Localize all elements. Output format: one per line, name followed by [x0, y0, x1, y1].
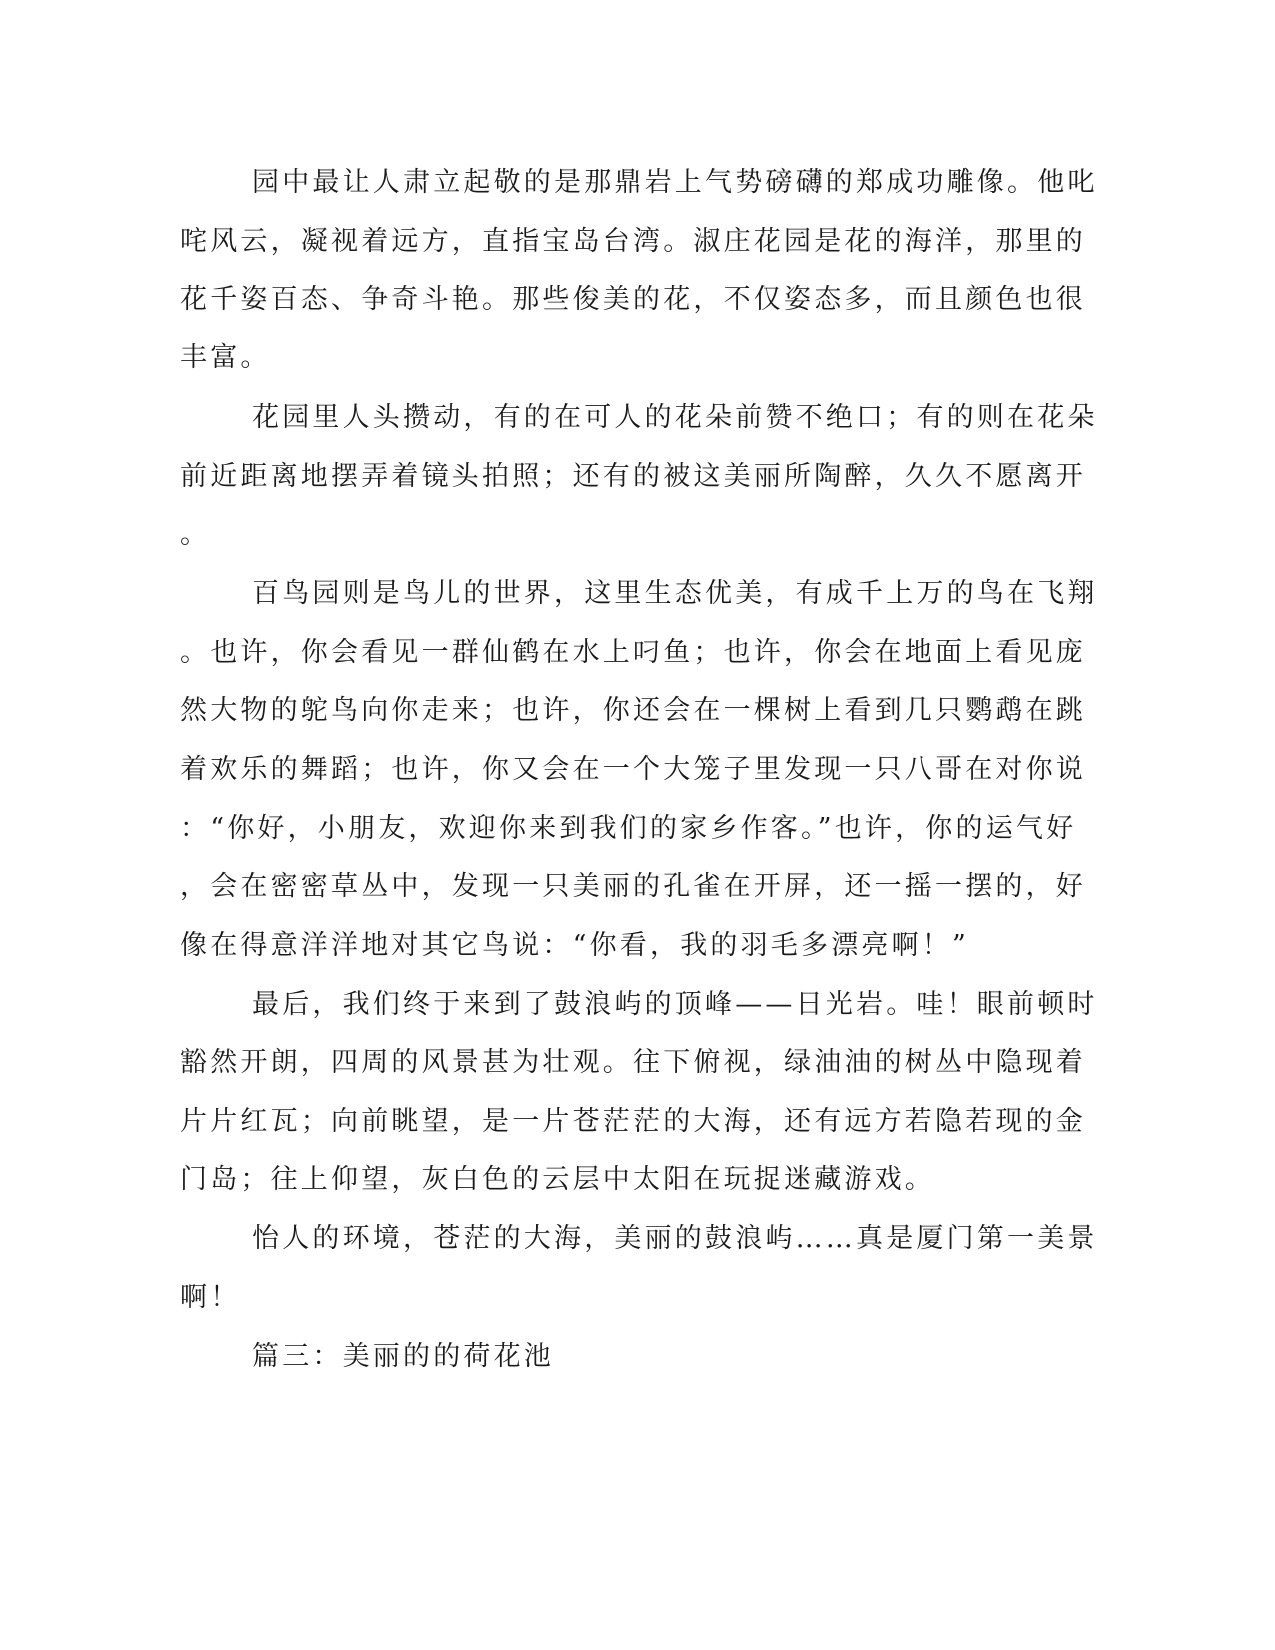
paragraph-4-line-4: 门岛；往上仰望，灰白色的云层中太阳在玩捉迷藏游戏。 [180, 1164, 935, 1195]
paragraph-4-line-2: 豁然开朗，四周的风景甚为壮观。往下俯视，绿油油的树丛中隐现着 [180, 1047, 1086, 1078]
paragraph-5-line-2: 啊！ [180, 1282, 241, 1313]
paragraph-4-line-1: 最后，我们终于来到了鼓浪屿的顶峰——日光岩。哇！眼前顿时 [252, 989, 1098, 1020]
paragraph-1-line-1: 园中最让人肃立起敬的是那鼎岩上气势磅礴的郑成功雕像。他叱 [252, 167, 1098, 198]
paragraph-1-line-3: 花千姿百态、争奇斗艳。那些俊美的花，不仅姿态多，而且颜色也很 [180, 284, 1086, 315]
paragraph-3-line-2: 。也许，你会看见一群仙鹤在水上叼鱼；也许，你会在地面上看见庞 [180, 637, 1086, 668]
paragraph-3-line-3: 然大物的鸵鸟向你走来；也许，你还会在一棵树上看到几只鹦鹉在跳 [180, 695, 1086, 726]
paragraph-3-line-4: 着欢乐的舞蹈；也许，你又会在一个大笼子里发现一只八哥在对你说 [180, 754, 1086, 785]
paragraph-3-line-6: ，会在密密草丛中，发现一只美丽的孔雀在开屏，还一摇一摆的，好 [180, 871, 1086, 902]
paragraph-2-line-1: 花园里人头攒动，有的在可人的花朵前赞不绝口；有的则在花朵 [252, 402, 1098, 433]
paragraph-2-line-2: 前近距离地摆弄着镜头拍照；还有的被这美丽所陶醉，久久不愿离开 [180, 461, 1086, 492]
paragraph-4-line-3: 片片红瓦；向前眺望，是一片苍茫茫的大海，还有远方若隐若现的金 [180, 1106, 1086, 1137]
paragraph-2-line-3: 。 [180, 519, 211, 550]
paragraph-3-line-7: 像在得意洋洋地对其它鸟说：“你看，我的羽毛多漂亮啊！” [180, 930, 970, 961]
paragraph-1-line-4: 丰富。 [180, 342, 271, 373]
paragraph-3-line-1: 百鸟园则是鸟儿的世界，这里生态优美，有成千上万的鸟在飞翔 [252, 578, 1098, 609]
paragraph-3-line-5: ：“你好，小朋友，欢迎你来到我们的家乡作客。”也许，你的运气好 [180, 813, 1077, 844]
section-heading: 篇三：美丽的的荷花池 [252, 1341, 554, 1372]
paragraph-5-line-1: 怡人的环境，苍茫的大海，美丽的鼓浪屿……真是厦门第一美景 [252, 1223, 1098, 1254]
paragraph-1-line-2: 咤风云，凝视着远方，直指宝岛台湾。淑庄花园是花的海洋，那里的 [180, 226, 1086, 257]
